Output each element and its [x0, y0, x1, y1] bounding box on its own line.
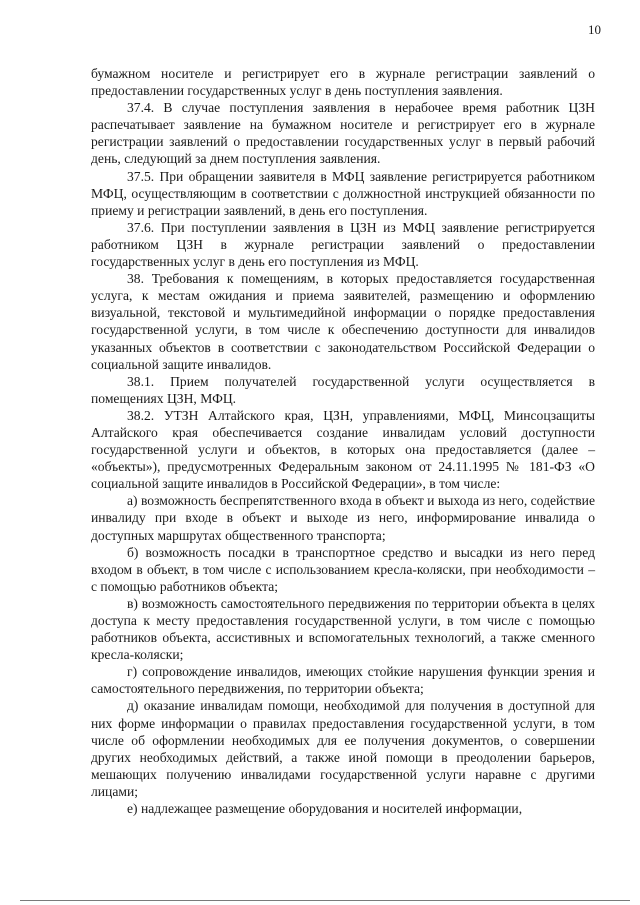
paragraph-continuation: бумажном носителе и регистрирует его в журнале регистрации заявлений о предоставлении государственных услуг в день поступления заявления. — [91, 66, 595, 99]
list-item-b: б) возможность посадки в транспортное средство и высадки из него перед входом в объект, в том числе с использованием кресла-коляски, при необходимости – с помощью работников объекта; — [91, 544, 595, 594]
paragraph-37-6: 37.6. При поступлении заявления в ЦЗН из МФЦ заявление регистрируется работником ЦЗН в журнале регистрации заявлений о предоставлении государственных услуг в день его поступления из МФЦ. — [91, 219, 595, 270]
list-item-a: а) возможность беспрепятственного входа в объект и выхода из него, содействие инвалиду при входе в объект и выходе из него, информирование инвалида о доступных маршрутах общественного транспорта; — [91, 493, 595, 543]
paragraph-38-1: 38.1. Прием получателей государственной услуги осуществляется в помещениях ЦЗН, МФЦ. — [91, 373, 595, 406]
list-item-v: в) возможность самостоятельного передвижения по территории объекта в целях доступа к месту предоставления государственной услуги, в том числе с помощью работников объекта, ассистивных и вспомогательных технологий, а также сменного кресла-коляски; — [91, 595, 595, 663]
paragraph-38-2: 38.2. УТЗН Алтайского края, ЦЗН, управлениями, МФЦ, Минсоцзащиты Алтайского края обеспечивается создание инвалидам условий доступности государственной услуги и объектов, в которых она предоставляется (далее – «объекты»), предусмотренных Федеральным законом от 24.11.1995 № 181-ФЗ «О социальной защите инвалидов в Российской Федерации», в том числе: — [91, 407, 595, 492]
paragraph-37-5: 37.5. При обращении заявителя в МФЦ заявление регистрируется работником МФЦ, осуществляющим в соответствии с должностной инструкцией обязанности по приему и регистрации заявлений, в день его поступления. — [91, 168, 595, 218]
paragraph-37-4: 37.4. В случае поступления заявления в нерабочее время работник ЦЗН распечатывает заявление на бумажном носителе и регистрирует его в журнале регистрации заявлений о предоставлении государственных услуг в первый рабочий день, следующий за днем поступления заявления. — [91, 100, 595, 167]
list-item-e: е) надлежащее размещение оборудования и носителей информации, — [127, 801, 523, 817]
scan-bottom-edge — [0, 898, 640, 905]
paragraph-38: 38. Требования к помещениям, в которых предоставляется государственная услуга, к местам ожидания и приема заявителей, размещению и оформлению визуальной, текстовой и мультимедийной информации о порядке предоставления государственной услуги, в том числе к обеспечению доступности для инвалидов указанных объектов в соответствии с законодательством Российской Федерации о социальной защите инвалидов. — [91, 271, 595, 372]
page-number: 10 — [588, 22, 601, 37]
list-item-d: д) оказание инвалидам помощи, необходимой для получения в доступной для них форме информации о правилах предоставления государственной услуги, в том числе об оформлении необходимых для ее получения документов, о совершении других необходимых действий, а также иной помощи в преодолении барьеров, мешающих получению инвалидами государственной услуги наравне с другими лицами; — [91, 698, 595, 799]
document-body — [91, 65, 595, 817]
list-item-g: г) сопровождение инвалидов, имеющих стойкие нарушения функции зрения и самостоятельного передвижения, по территории объекта; — [91, 664, 595, 697]
